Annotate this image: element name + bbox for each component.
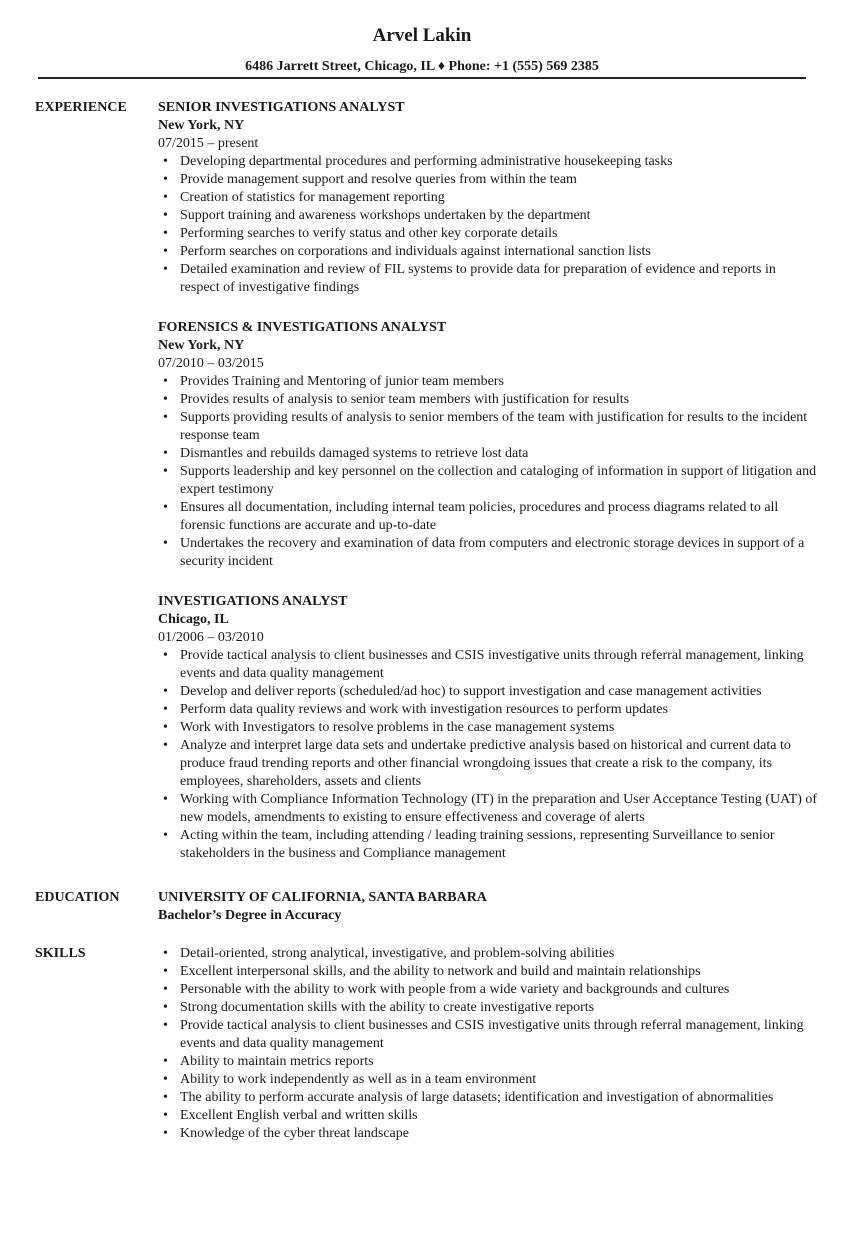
bullet-item: • Provides Training and Mentoring of junior team members xyxy=(158,373,818,391)
experience-body xyxy=(158,99,818,885)
skills-label: SKILLS xyxy=(35,946,86,961)
job-dates: 07/2010 – 03/2015 xyxy=(158,356,264,371)
job-bullets xyxy=(158,373,818,571)
bullet-item: • Dismantles and rebuilds damaged systems to retrieve lost data xyxy=(158,445,818,463)
bullet-item: • Provides results of analysis to senior team members with justification for results xyxy=(158,391,818,409)
job-entry xyxy=(158,319,818,571)
job-location: New York, NY xyxy=(158,338,245,353)
job-location: Chicago, IL xyxy=(158,612,229,627)
job-entry xyxy=(158,99,818,297)
skill-item: • Excellent English verbal and written skills xyxy=(158,1107,818,1125)
bullet-item: • Ensures all documentation, including internal team policies, procedures and process diagrams related to all forensic functions are accurate and up-to-date xyxy=(158,499,818,535)
header-divider xyxy=(38,77,806,79)
bullet-item: • Provide management support and resolve queries from within the team xyxy=(158,171,818,189)
skill-item: • Provide tactical analysis to client businesses and CSIS investigative units through referral management, linking events and data quality management xyxy=(158,1017,818,1053)
bullet-item: • Performing searches to verify status and other key corporate details xyxy=(158,225,818,243)
bullet-item: • Supports leadership and key personnel on the collection and cataloging of information in support of litigation and expert testimony xyxy=(158,463,818,499)
job-bullets xyxy=(158,647,818,863)
bullet-item: • Supports providing results of analysis to senior members of the team with justification for results to the incident response team xyxy=(158,409,818,445)
job-title: SENIOR INVESTIGATIONS ANALYST xyxy=(158,100,405,115)
bullet-item: • Creation of statistics for management reporting xyxy=(158,189,818,207)
skills-body xyxy=(158,945,818,1143)
skill-item: • Detail-oriented, strong analytical, investigative, and problem-solving abilities xyxy=(158,945,818,963)
resume-header xyxy=(38,24,806,76)
bullet-item: • Developing departmental procedures and performing administrative housekeeping tasks xyxy=(158,153,818,171)
contact-line: 6486 Jarrett Street, Chicago, IL ♦ Phone: +1 (555) 569 2385 xyxy=(245,59,599,74)
job-dates: 01/2006 – 03/2010 xyxy=(158,630,264,645)
job-dates: 07/2015 – present xyxy=(158,136,259,151)
experience-label: EXPERIENCE xyxy=(35,100,127,115)
candidate-name: Arvel Lakin xyxy=(372,25,472,46)
bullet-item: • Perform searches on corporations and individuals against international sanction lists xyxy=(158,243,818,261)
job-entry xyxy=(158,593,818,863)
education-label: EDUCATION xyxy=(35,890,120,905)
job-title: FORENSICS & INVESTIGATIONS ANALYST xyxy=(158,320,447,335)
skill-item: • Strong documentation skills with the ability to create investigative reports xyxy=(158,999,818,1017)
job-bullets xyxy=(158,153,818,297)
skill-item: • Ability to work independently as well as in a team environment xyxy=(158,1071,818,1089)
bullet-item: • Develop and deliver reports (scheduled/ad hoc) to support investigation and case management activities xyxy=(158,683,818,701)
bullet-item: • Perform data quality reviews and work with investigation resources to perform updates xyxy=(158,701,818,719)
skill-item: • The ability to perform accurate analysis of large datasets; identification and investigation of abnormalities xyxy=(158,1089,818,1107)
school-name: UNIVERSITY OF CALIFORNIA, SANTA BARBARA xyxy=(158,890,487,905)
skills-list xyxy=(158,945,818,1143)
bullet-item: • Work with Investigators to resolve problems in the case management systems xyxy=(158,719,818,737)
job-location: New York, NY xyxy=(158,118,245,133)
skill-item: • Knowledge of the cyber threat landscape xyxy=(158,1125,818,1143)
education-body xyxy=(158,889,818,925)
bullet-item: • Working with Compliance Information Technology (IT) in the preparation and User Acceptance Testing (UAT) of new models, amendments to existing to ensure effectiveness and coverage of alerts xyxy=(158,791,818,827)
bullet-item: • Provide tactical analysis to client businesses and CSIS investigative units through referral management, linking events and data quality management xyxy=(158,647,818,683)
skill-item: • Personable with the ability to work with people from a wide variety and backgrounds and cultures xyxy=(158,981,818,999)
bullet-item: • Undertakes the recovery and examination of data from computers and electronic storage devices in support of a security incident xyxy=(158,535,818,571)
bullet-item: • Support training and awareness workshops undertaken by the department xyxy=(158,207,818,225)
degree: Bachelor’s Degree in Accuracy xyxy=(158,908,342,923)
skill-item: • Ability to maintain metrics reports xyxy=(158,1053,818,1071)
bullet-item: • Analyze and interpret large data sets and undertake predictive analysis based on historical and current data to produce fraud trending reports and other financial wrongdoing issues that create a risk to the company, its employees, shareholders, assets and clients xyxy=(158,737,818,791)
bullet-item: • Detailed examination and review of FIL systems to provide data for preparation of evidence and reports in respect of investigative findings xyxy=(158,261,818,297)
job-title: INVESTIGATIONS ANALYST xyxy=(158,594,348,609)
skill-item: • Excellent interpersonal skills, and the ability to network and build and maintain relationships xyxy=(158,963,818,981)
bullet-item: • Acting within the team, including attending / leading training sessions, representing Surveillance to senior stakeholders in the business and Compliance management xyxy=(158,827,818,863)
